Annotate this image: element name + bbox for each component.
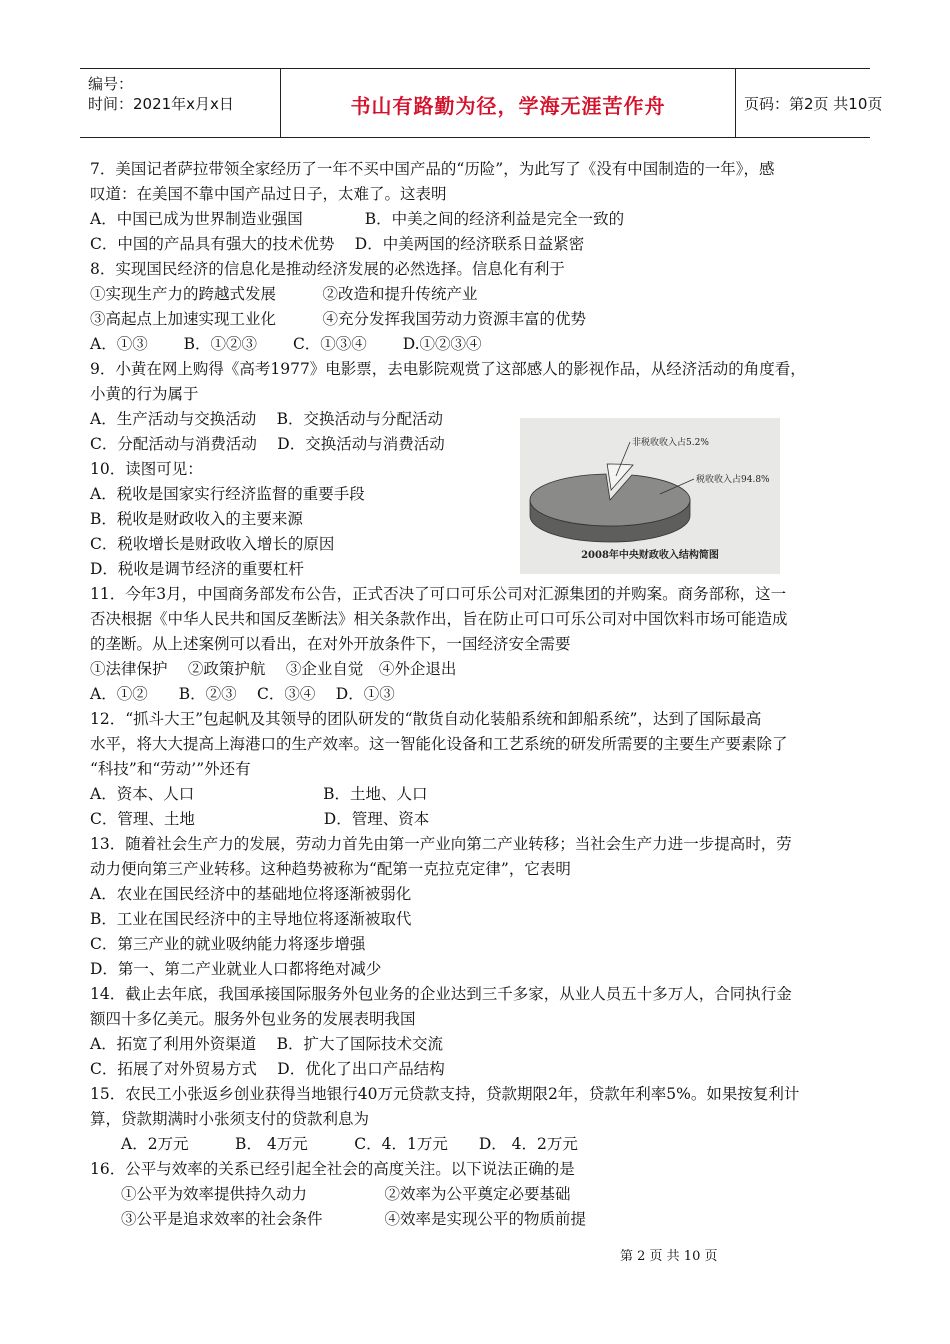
text-line: 水平，将大大提高上海港口的生产效率。这一智能化设备和工艺系统的研发所需要的主要生产要素除了 [90, 735, 788, 753]
text-line: B．税收是财政收入的主要来源 [90, 510, 303, 528]
text-line: A．生产活动与交换活动 B．交换活动与分配活动 [90, 410, 444, 428]
text-line: 16．公平与效率的关系已经引起全社会的高度关注。以下说法正确的是 [90, 1160, 575, 1178]
pie-label-nontax: 非税收收入占5.2% [632, 438, 709, 448]
chart-title: 2008年中央财政收入结构简图 [581, 550, 719, 561]
text-line: 8．实现国民经济的信息化是推动经济发展的必然选择。信息化有利于 [90, 260, 565, 278]
text-line: ①实现生产力的跨越式发展 ②改造和提升传统产业 [90, 285, 478, 303]
text-line: 额四十多亿美元。服务外包业务的发展表明我国 [90, 1010, 416, 1028]
text-line: 动力便向第三产业转移。这种趋势被称为“配第一克拉克定律”，它表明 [90, 860, 571, 878]
text-line: “科技”和“劳动’”外还有 [90, 760, 251, 778]
text-line: 12．“抓斗大王”包起帆及其领导的团队研发的“散货自动化装船系统和卸船系统”，达到了国际最高 [90, 710, 762, 728]
text-line: A．2万元 B． 4万元 C．4．1万元 D． 4．2万元 [90, 1135, 578, 1153]
header-left-cell [80, 69, 280, 137]
text-line: A．①② B．②③ C．③④ D．①③ [90, 685, 395, 703]
text-line: 15．农民工小张返乡创业获得当地银行40万元贷款支持，贷款期限2年，贷款年利率5%。如果按复利计 [90, 1085, 800, 1103]
text-line: B．工业在国民经济中的主导地位将逐渐被取代 [90, 910, 412, 928]
page-info: 页码：第2页 共10页 [744, 95, 883, 113]
text-line: A．①③ B．①②③ C．①③④ D.①②③④ [90, 335, 482, 353]
text-line: 9．小黄在网上购得《高考1977》电影票，去电影院观赏了这部感人的影视作品，从经济活动的角度看， [90, 360, 806, 378]
page-header [80, 68, 883, 138]
text-line: 11．今年3月，中国商务部发布公告，正式否决了可口可乐公司对汇源集团的并购案。商务部称，这一 [90, 585, 787, 603]
text-line: A．农业在国民经济中的基础地位将逐渐被弱化 [90, 885, 412, 903]
text-line: ③公平是追求效率的社会条件 ④效率是实现公平的物质前提 [90, 1210, 587, 1228]
header-motto-cell [280, 69, 736, 137]
text-line: A．税收是国家实行经济监督的重要手段 [90, 485, 365, 503]
text-line: D．第一、第二产业就业人口都将绝对减少 [90, 960, 382, 978]
text-line: 7．美国记者萨拉带领全家经历了一年不买中国产品的“历险”，为此写了《没有中国制造的一年》，感 [90, 160, 775, 178]
text-line: 的垄断。从上述案例可以看出，在对外开放条件下，一国经济安全需要 [90, 635, 571, 653]
text-line: 13．随着社会生产力的发展，劳动力首先由第一产业向第二产业转移；当社会生产力进一步提高时，劳 [90, 835, 792, 853]
text-line: 算，贷款期满时小张须支付的贷款利息为 [90, 1110, 370, 1128]
pie-label-tax: 税收收入占94.8% [696, 475, 770, 485]
pie-chart-figure [520, 418, 780, 574]
text-line: ①法律保护 ②政策护航 ③企业自觉 ④外企退出 [90, 660, 457, 678]
text-line: A．资本、人口 B．土地、人口 [90, 785, 428, 803]
text-line: C．第三产业的就业吸纳能力将逐步增强 [90, 935, 366, 953]
number-label: 编号： [88, 75, 134, 93]
text-line: D．税收是调节经济的重要杠杆 [90, 560, 304, 578]
text-line: 否决根据《中华人民共和国反垄断法》相关条款作出，旨在防止可口可乐公司对中国饮料市场可能造成 [90, 610, 788, 628]
text-line: C．税收增长是财政收入增长的原因 [90, 535, 335, 553]
text-line: C．分配活动与消费活动 D．交换活动与消费活动 [90, 435, 445, 453]
text-line: 叹道：在美国不靠中国产品过日子，太难了。这表明 [90, 185, 447, 203]
text-line: C．中国的产品具有强大的技术优势 D．中美两国的经济联系日益紧密 [90, 235, 585, 253]
header-right-cell [734, 69, 883, 137]
text-line: 小黄的行为属于 [90, 385, 199, 403]
text-line: C．拓展了对外贸易方式 D．优化了出口产品结构 [90, 1060, 445, 1078]
text-line: ③高起点上加速实现工业化 ④充分发挥我国劳动力资源丰富的优势 [90, 310, 587, 328]
text-line: ①公平为效率提供持久动力 ②效率为公平奠定必要基础 [90, 1185, 571, 1203]
date-label: 时间：2021年x月x日 [88, 95, 234, 113]
text-line: A．拓宽了利用外资渠道 B．扩大了国际技术交流 [90, 1035, 444, 1053]
motto-text: 书山有路勤为径，学海无涯苦作舟 [350, 94, 666, 118]
text-line: 14．截止去年底，我国承接国际服务外包业务的企业达到三千多家，从业人员五十多万人，合同执行金 [90, 985, 792, 1003]
text-line: C．管理、土地 D．管理、资本 [90, 810, 430, 828]
text-line: 10．读图可见： [90, 460, 203, 478]
page-footer: 第 2 页 共 10 页 [620, 1249, 718, 1264]
text-line: A．中国已成为世界制造业强国 B．中美之间的经济利益是完全一致的 [90, 210, 625, 228]
